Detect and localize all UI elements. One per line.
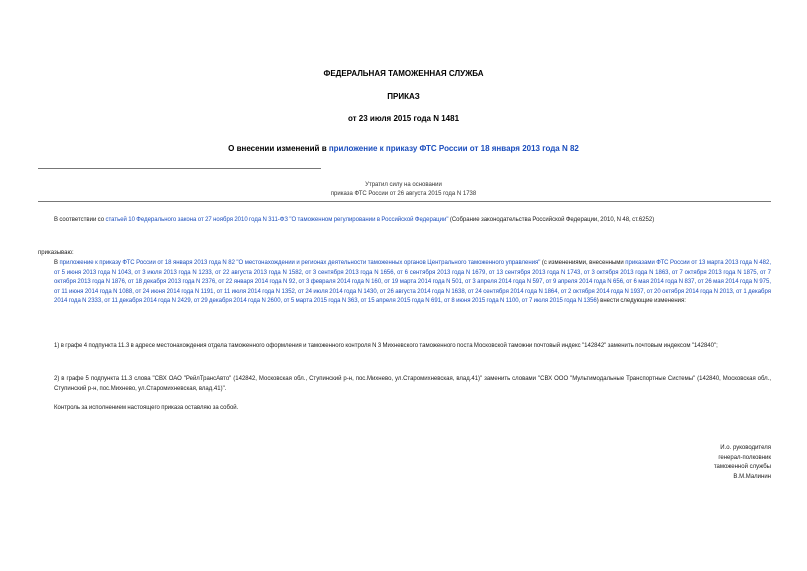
preamble-text-end: (Собрание законодательства Российской Федерации, 2010, N 48, ст.6252)	[448, 217, 655, 223]
signature-position: И.о. руководителя	[720, 445, 771, 451]
control-paragraph: Контроль за исполнением настоящего приказа оставляю за собой.	[54, 405, 239, 411]
document-title	[0, 144, 807, 154]
status-note-link[interactable]: приказа ФТС России от 26 августа 2015 года N 1738	[330, 191, 477, 197]
list-item-1: 1) в графе 4 подпункта 11.3 в адресе местонахождения отдела таможенного оформления и таможенного контроля N 3 Михневского таможенного поста Московской таможни почтовый индекс "142842" заменить почтовым индексом "142840";	[54, 343, 718, 349]
preamble-text-start: В соответствии со	[54, 217, 106, 223]
agency-name: ФЕДЕРАЛЬНАЯ ТАМОЖЕННАЯ СЛУЖБА	[323, 69, 484, 78]
signature-name: В.М.Малинин	[733, 473, 771, 480]
main-text-middle: (с изменениями, внесенными	[540, 260, 626, 266]
long-divider	[38, 201, 771, 202]
title-link[interactable]: приложение к приказу ФТС России от 18 января 2013 года N 82	[328, 144, 579, 153]
main-paragraph	[38, 259, 771, 307]
main-text-start: В	[54, 260, 60, 266]
federal-law-link[interactable]: статьей 10 Федерального закона от 27 ноября 2010 года N 311-ФЗ "О таможенном регулировании в Российской Федерации"	[105, 217, 449, 223]
base-order-link[interactable]: приложение к приказу ФТС России от 18 января 2013 года N 82 "О местонахождении и регионах деятельности таможенных органов Центрального таможенного управления"	[59, 260, 541, 266]
preamble-paragraph	[38, 216, 771, 226]
list-item-2: 2) в графе 5 подпункта 11.3 слова "СВХ ОАО "РейлТрансАвто" (142842, Московская обл., Ступинский р-н, пос.Михнево, ул.Старомихневская, влад.41)" заменить словами "СВХ ООО "Мультимодальные Транспортные Системы" (142840, Московская обл., Ступинский р-н, пос.Михнево, ул.Старомихневская, влад.41)".	[54, 376, 771, 392]
order-word: приказываю:	[38, 250, 74, 256]
signature-rank: генерал-полковник	[718, 454, 771, 461]
status-note-text: Утратил силу на основании	[365, 182, 442, 188]
signature-service: таможенной службы	[713, 464, 771, 471]
short-divider	[38, 168, 321, 169]
title-prefix: О внесении изменений в	[228, 144, 329, 153]
main-text-end: ) внести следующие изменения:	[596, 298, 686, 305]
signature-block	[560, 444, 771, 482]
document-date-number: от 23 июля 2015 года N 1481	[347, 114, 460, 123]
amending-orders-link[interactable]: приказами ФТС России от 13 марта 2013 года N 482, от 5 июня 2013 года N 1043, от 3 июля 2013 года N 1233, от 22 августа 2013 года N 1582, от 3 сентября 2013 года N 1656, от 6 сентября 2013 года N 1679, от 13 сентября 2013 года N 1743, от 3 октября 2013 года N 1863, от 7 октября 2013 года N 1875, от 7 октября 2013 года N 1876, от 18 декабря 2013 года N 2376, от 22 января 2014 года N 92, от 3 февраля 2014 года N 160, от 19 марта 2014 года N 501, от 3 апреля 2014 года N 597, от 9 апреля 2014 года N 656, от 6 мая 2014 года N 837, от 26 мая 2014 года N 975, от 11 июня 2014 года N 1088, от 24 июня 2014 года N 1191, от 11 июля 2014 года N 1352, от 24 июля 2014 года N 1430, от 26 августа 2014 года N 1638, от 24 сентября 2014 года N 1864, от 2 октября 2014 года N 1937, от 20 октября 2014 года N 2013, от 1 декабря 2014 года N 2333, от 11 декабря 2014 года N 2429, от 29 декабря 2014 года N 2600, от 5 марта 2015 года N 363, от 15 апреля 2015 года N 691, от 8 июня 2015 года N 1100, от 7 июля 2015 года N 1356	[54, 260, 771, 305]
document-type: ПРИКАЗ	[387, 92, 420, 101]
